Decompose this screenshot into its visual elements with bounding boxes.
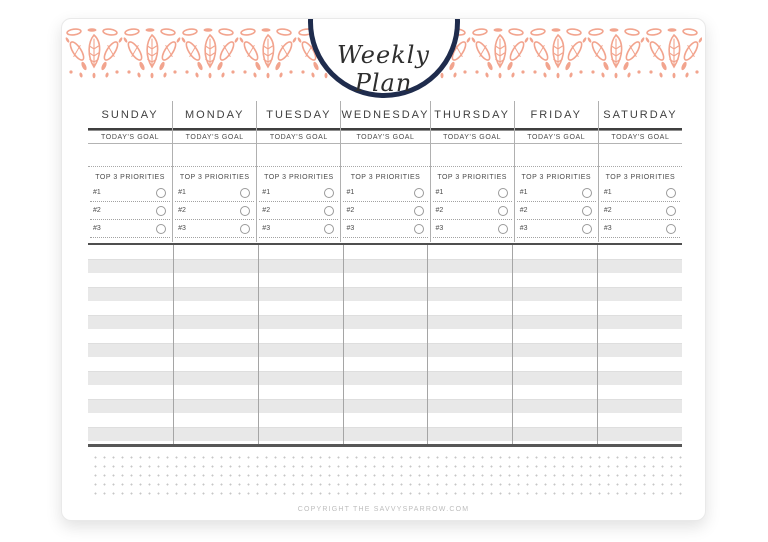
priority-checkbox-circle[interactable] [156,206,166,216]
priority-row-1 [517,184,596,202]
notes-column-thursday [427,245,512,444]
priority-number: #1 [603,189,612,196]
notes-column-friday [512,245,597,444]
priority-checkbox-circle[interactable] [666,206,676,216]
goal-label: TODAY'S GOAL [431,131,514,144]
day-column-wednesday [340,101,429,242]
page-title: Weekly Plan [337,41,430,97]
day-header: SUNDAY [101,108,159,121]
day-column-thursday [430,101,514,242]
day-column-friday [514,101,598,242]
goal-input-area[interactable] [515,144,598,167]
goal-label: TODAY'S GOAL [341,131,429,144]
priority-row-1 [175,184,254,202]
priority-number: #1 [519,189,528,196]
goal-input-area[interactable] [88,144,172,167]
goal-input-area[interactable] [431,144,514,167]
day-header: WEDNESDAY [341,108,430,121]
priority-row-2 [433,202,512,220]
goal-input-area[interactable] [599,144,682,167]
priorities-label: TOP 3 PRIORITIES [179,174,250,181]
week-grid [88,101,682,242]
priority-checkbox-circle[interactable] [666,224,676,234]
priority-number: #2 [178,207,186,214]
priorities-label: TOP 3 PRIORITIES [521,174,592,181]
priority-number: #3 [93,225,101,232]
priority-row-2 [90,202,170,220]
day-column-saturday [598,101,682,242]
priority-checkbox-circle[interactable] [666,188,676,198]
bottom-rule [88,444,682,447]
goal-label: TODAY'S GOAL [515,131,598,144]
priority-number: #2 [603,207,612,214]
priority-row-2 [343,202,427,220]
notes-column-tuesday [258,245,343,444]
day-column-sunday [88,101,172,242]
dot-grid-notes [88,450,682,498]
goal-label: TODAY'S GOAL [88,131,172,144]
priority-row-2 [175,202,254,220]
priority-row-1 [433,184,512,202]
priority-spacer [173,238,256,242]
priority-checkbox-circle[interactable] [324,188,334,198]
priority-row-3 [433,220,512,238]
priorities-label: TOP 3 PRIORITIES [437,174,507,181]
priority-spacer [88,238,172,242]
priority-number: #3 [262,225,271,232]
priority-number: #1 [262,189,271,196]
notes-column-monday [173,245,258,444]
priority-row-1 [343,184,427,202]
priority-number: #3 [435,225,444,232]
priority-number: #2 [93,207,101,214]
planner-sheet [61,18,706,521]
priority-row-2 [517,202,596,220]
priorities-label: TOP 3 PRIORITIES [605,174,676,181]
day-header: SATURDAY [603,108,678,121]
priorities-label: TOP 3 PRIORITIES [350,174,421,181]
day-header: MONDAY [184,108,245,121]
priority-checkbox-circle[interactable] [582,188,592,198]
day-header: FRIDAY [530,108,583,121]
goal-input-area[interactable] [341,144,429,167]
priority-number: #2 [519,207,528,214]
priority-spacer [431,238,514,242]
notes-column-wednesday [343,245,428,444]
priority-row-1 [90,184,170,202]
priority-checkbox-circle[interactable] [156,188,166,198]
priority-number: #2 [262,207,271,214]
priority-row-3 [175,220,254,238]
priority-checkbox-circle[interactable] [498,206,508,216]
priority-checkbox-circle[interactable] [498,188,508,198]
day-header: THURSDAY [434,108,510,121]
priority-row-2 [259,202,338,220]
priority-row-3 [90,220,170,238]
priority-number: #1 [178,189,186,196]
priority-number: #3 [603,225,612,232]
priority-checkbox-circle[interactable] [414,206,424,216]
priority-checkbox-circle[interactable] [240,188,250,198]
notes-column-sunday [88,245,173,444]
priority-checkbox-circle[interactable] [582,224,592,234]
day-column-monday [172,101,256,242]
priority-checkbox-circle[interactable] [582,206,592,216]
priority-row-1 [259,184,338,202]
goal-label: TODAY'S GOAL [599,131,682,144]
priority-row-3 [601,220,680,238]
priority-checkbox-circle[interactable] [240,224,250,234]
priority-spacer [257,238,340,242]
priorities-label: TOP 3 PRIORITIES [264,174,334,181]
priority-number: #3 [519,225,528,232]
priority-number: #1 [93,189,101,196]
priority-checkbox-circle[interactable] [414,224,424,234]
copyright-text: COPYRIGHT THE SAVVYSPARROW.COM [297,506,470,513]
priority-row-3 [259,220,338,238]
priority-checkbox-circle[interactable] [156,224,166,234]
goal-label: TODAY'S GOAL [257,131,340,144]
priority-number: #1 [346,189,355,196]
title-badge [308,18,460,98]
priority-spacer [515,238,598,242]
priorities-label: TOP 3 PRIORITIES [95,174,165,181]
priority-number: #3 [178,225,186,232]
day-header: TUESDAY [266,108,332,121]
priority-checkbox-circle[interactable] [324,206,334,216]
priority-number: #1 [435,189,444,196]
notes-area [88,243,682,444]
priority-row-3 [343,220,427,238]
day-column-tuesday [256,101,340,242]
priority-row-1 [601,184,680,202]
priority-row-3 [517,220,596,238]
priority-row-2 [601,202,680,220]
priority-checkbox-circle[interactable] [240,206,250,216]
priority-number: #2 [435,207,444,214]
priority-number: #2 [346,207,355,214]
notes-column-saturday [597,245,682,444]
goal-label: TODAY'S GOAL [173,131,256,144]
priority-checkbox-circle[interactable] [414,188,424,198]
priority-checkbox-circle[interactable] [324,224,334,234]
priority-spacer [599,238,682,242]
priority-spacer [341,238,429,242]
priority-number: #3 [346,225,355,232]
priority-checkbox-circle[interactable] [498,224,508,234]
goal-input-area[interactable] [257,144,340,167]
goal-input-area[interactable] [173,144,256,167]
